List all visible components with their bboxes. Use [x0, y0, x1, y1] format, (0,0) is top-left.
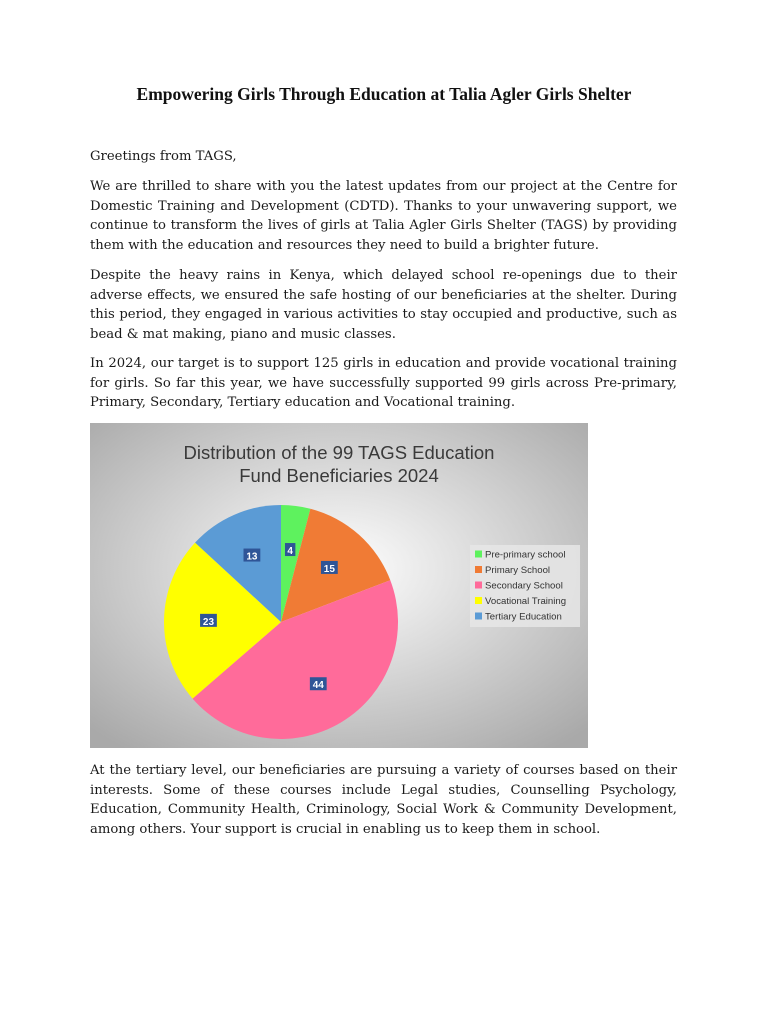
data-label-vocational-training: 23: [202, 616, 215, 628]
legend-label-primary-school: Primary School: [485, 565, 551, 576]
legend-swatch-pre-primary-school: [475, 551, 482, 558]
legend-label-tertiary-education: Tertiary Education: [485, 611, 562, 623]
chart-title-line-2: Fund Beneficiaries 2024: [239, 465, 439, 486]
legend-swatch-primary-school: [475, 566, 482, 573]
document-title: Empowering Girls Through Education at Talia Agler Girls Shelter: [136, 84, 632, 104]
paragraph-tertiary: At the tertiary level, our beneficiaries are pursuing a variety of courses based on their interests. Some of these courses include Legal studies, Counselling Psychology, Education, Community Health, Criminology, Social Work & Community Development, among others. Your support is crucial in enabling us to keep them in school.: [90, 763, 677, 837]
paragraph-target: In 2024, our target is to support 125 girls in education and provide vocational training for girls. So far this year, we have successfully supported 99 girls across Pre-primary, Primary, Secondary, Tertiary education and Vocational training.: [90, 356, 677, 411]
legend-label-secondary-school: Secondary School: [485, 580, 563, 592]
legend-swatch-secondary-school: [475, 582, 482, 589]
paragraph-rains: Despite the heavy rains in Kenya, which delayed school re-openings due to their adverse effects, we ensured the safe hosting of our beneficiaries at the shelter. During this period, they engaged in various activities to stay occupied and productive, such as bead & mat making, piano and music classes.: [90, 268, 677, 342]
data-label-pre-primary-school: 4: [287, 546, 293, 558]
pie-slices: [164, 505, 398, 739]
beneficiaries-pie-chart: [90, 423, 588, 748]
chart-title-line-1: Distribution of the 99 TAGS Education: [183, 442, 495, 463]
greeting: Greetings from TAGS,: [90, 149, 237, 164]
data-label-tertiary-education: 13: [246, 551, 258, 563]
legend-swatch-vocational-training: [475, 597, 482, 604]
legend-label-vocational-training: Vocational Training: [485, 596, 567, 607]
paragraph-intro: We are thrilled to share with you the latest updates from our project at the Centre for Domestic Training and Development (CDTD). Thanks to your unwavering support, we continue to transform the lives of girls at Talia Agler Girls Shelter (TAGS) by providing them with the education and resources they need to build a brighter future.: [90, 179, 677, 253]
legend-swatch-tertiary-education: [475, 613, 482, 620]
data-label-primary-school: 15: [323, 563, 335, 575]
chart-legend: [470, 545, 580, 627]
legend-label-pre-primary-school: Pre-primary school: [485, 549, 566, 561]
data-label-secondary-school: 44: [312, 680, 324, 692]
